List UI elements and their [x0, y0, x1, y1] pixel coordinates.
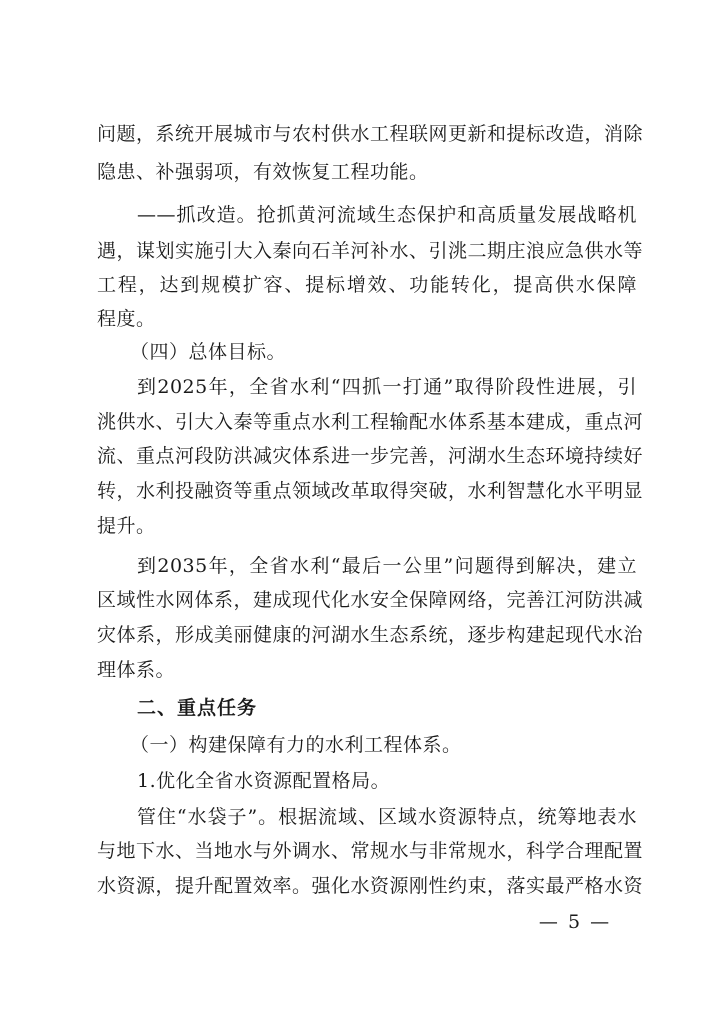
item-heading-optimize-allocation: 1.优化全省水资源配置格局。 [137, 770, 391, 792]
paragraph-water-bag-line-2: 与地下水、当地水与外调水、常规水与非常规水，科学合理配置 [97, 840, 644, 862]
paragraph-2035-line-4: 理体系。 [97, 659, 176, 681]
subheading-water-engineering-system: （一）构建保障有力的水利工程体系。 [130, 734, 462, 756]
paragraph-grab-renovation-line-1: ——抓改造。抢抓黄河流域生态保护和高质量发展战略机 [137, 204, 637, 226]
paragraph-grab-renovation-line-2: 遇，谋划实施引大入秦向石羊河补水、引洮二期庄浪应急供水等 [97, 240, 644, 262]
paragraph-water-bag-line-3: 水资源，提升配置效率。强化水资源刚性约束，落实最严格水资 [97, 875, 644, 897]
body-line-1: 问题，系统开展城市与农村供水工程联网更新和提标改造，消除 [97, 123, 644, 145]
body-line-2: 隐患、补强弱项，有效恢复工程功能。 [97, 161, 429, 183]
paragraph-2035-line-3: 灾体系，形成美丽健康的河湖水生态系统，逐步构建起现代水治 [97, 624, 644, 646]
paragraph-2025-line-1: 到2025年，全省水利“四抓一打通”取得阶段性进展，引 [137, 376, 637, 398]
paragraph-2025-line-4: 转，水利投融资等重点领域改革取得突破，水利智慧化水平明显 [97, 480, 644, 502]
paragraph-2035-line-2: 区域性水网体系，建成现代化水安全保障网络，完善江河防洪减 [97, 589, 644, 611]
paragraph-2025-line-5: 提升。 [97, 515, 156, 537]
paragraph-2035-line-1: 到2035年，全省水利“最后一公里”问题得到解决，建立 [137, 555, 637, 577]
subheading-overall-goal: （四）总体目标。 [130, 341, 287, 363]
paragraph-2025-line-3: 流、重点河段防洪减灾体系进一步完善，河湖水生态环境持续好 [97, 445, 644, 467]
page-number: — 5 — [538, 911, 612, 933]
paragraph-grab-renovation-line-3: 工程，达到规模扩容、提标增效、功能转化，提高供水保障 [97, 274, 637, 296]
section-heading-key-tasks: 二、重点任务 [137, 697, 258, 719]
paragraph-grab-renovation-line-4: 程度。 [97, 308, 156, 330]
paragraph-2025-line-2: 洮供水、引大入秦等重点水利工程输配水体系基本建成，重点河 [97, 411, 644, 433]
paragraph-water-bag-line-1: 管住“水袋子”。根据流域、区域水资源特点，统筹地表水 [137, 806, 637, 828]
